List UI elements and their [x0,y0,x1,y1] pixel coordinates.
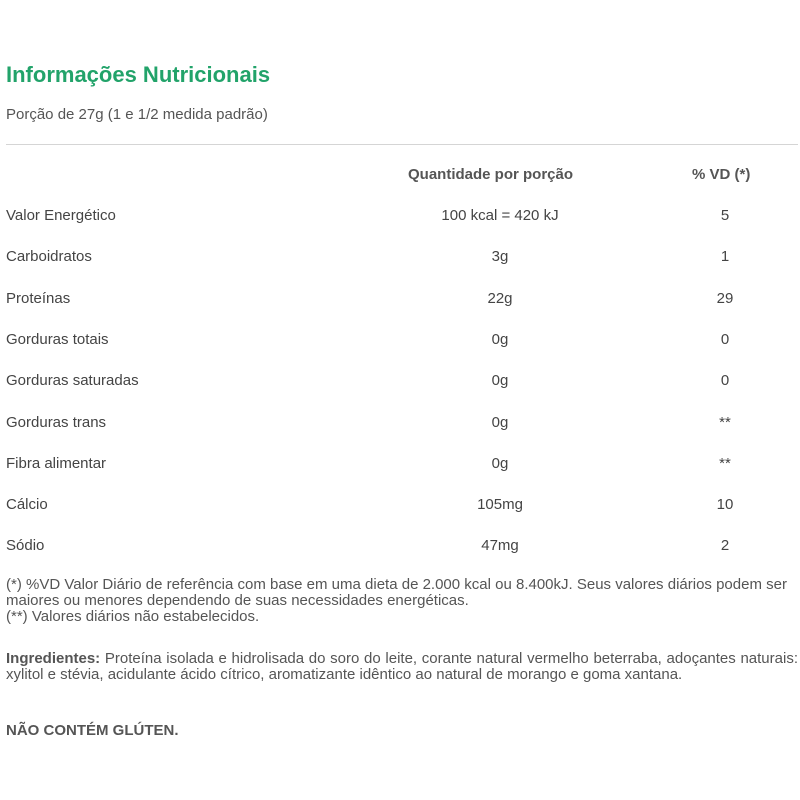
row-daily-value: 2 [720,537,730,554]
gluten-warning: NÃO CONTÉM GLÚTEN. [6,722,179,739]
row-daily-value: 0 [720,372,730,389]
row-name: Fibra alimentar [6,455,107,472]
row-name: Sódio [6,537,45,554]
portion-size: Porção de 27g (1 e 1/2 medida padrão) [6,106,268,123]
row-name: Gorduras trans [6,414,107,431]
row-quantity: 105mg [477,496,523,513]
not-established-note: (**) Valores diários não estabelecidos. [6,608,260,625]
row-name: Carboidratos [6,248,92,265]
row-name: Cálcio [6,496,48,513]
row-daily-value: 1 [720,248,730,265]
ingredients-text: Proteína isolada e hidrolisada do soro do leite, corante natural vermelho beterraba, adoçantes naturais: xylitol e stévia, acidulante ácido cítrico, aromatizante idêntico ao natural de morango e goma xantana. [6,650,798,683]
row-daily-value: ** [719,414,731,431]
row-quantity: 0g [491,414,509,431]
row-quantity: 0g [491,372,509,389]
row-quantity: 22g [487,290,513,307]
row-daily-value: ** [719,455,731,472]
row-quantity: 100 kcal = 420 kJ [441,207,559,224]
row-quantity: 3g [491,248,509,265]
row-name: Gorduras totais [6,331,109,348]
row-name: Gorduras saturadas [6,372,139,389]
ingredients [6,651,798,683]
row-daily-value: 0 [720,331,730,348]
ingredients-label: Ingredientes: [6,650,101,667]
header-quantity: Quantidade por porção [408,166,574,183]
row-name: Proteínas [6,290,71,307]
row-quantity: 0g [491,455,509,472]
divider [6,144,798,145]
row-daily-value: 10 [716,496,734,513]
daily-value-note: (*) %VD Valor Diário de referência com base em uma dieta de 2.000 kcal ou 8.400kJ. Seus valores diários podem ser maiores ou menores dependendo de suas necessidades energéticas. [6,576,787,609]
row-quantity: 47mg [481,537,519,554]
page-title: Informações Nutricionais [6,62,271,87]
row-quantity: 0g [491,331,509,348]
row-daily-value: 5 [720,207,730,224]
row-name: Valor Energético [6,207,116,224]
row-daily-value: 29 [716,290,734,307]
header-daily-value: % VD (*) [692,166,751,183]
